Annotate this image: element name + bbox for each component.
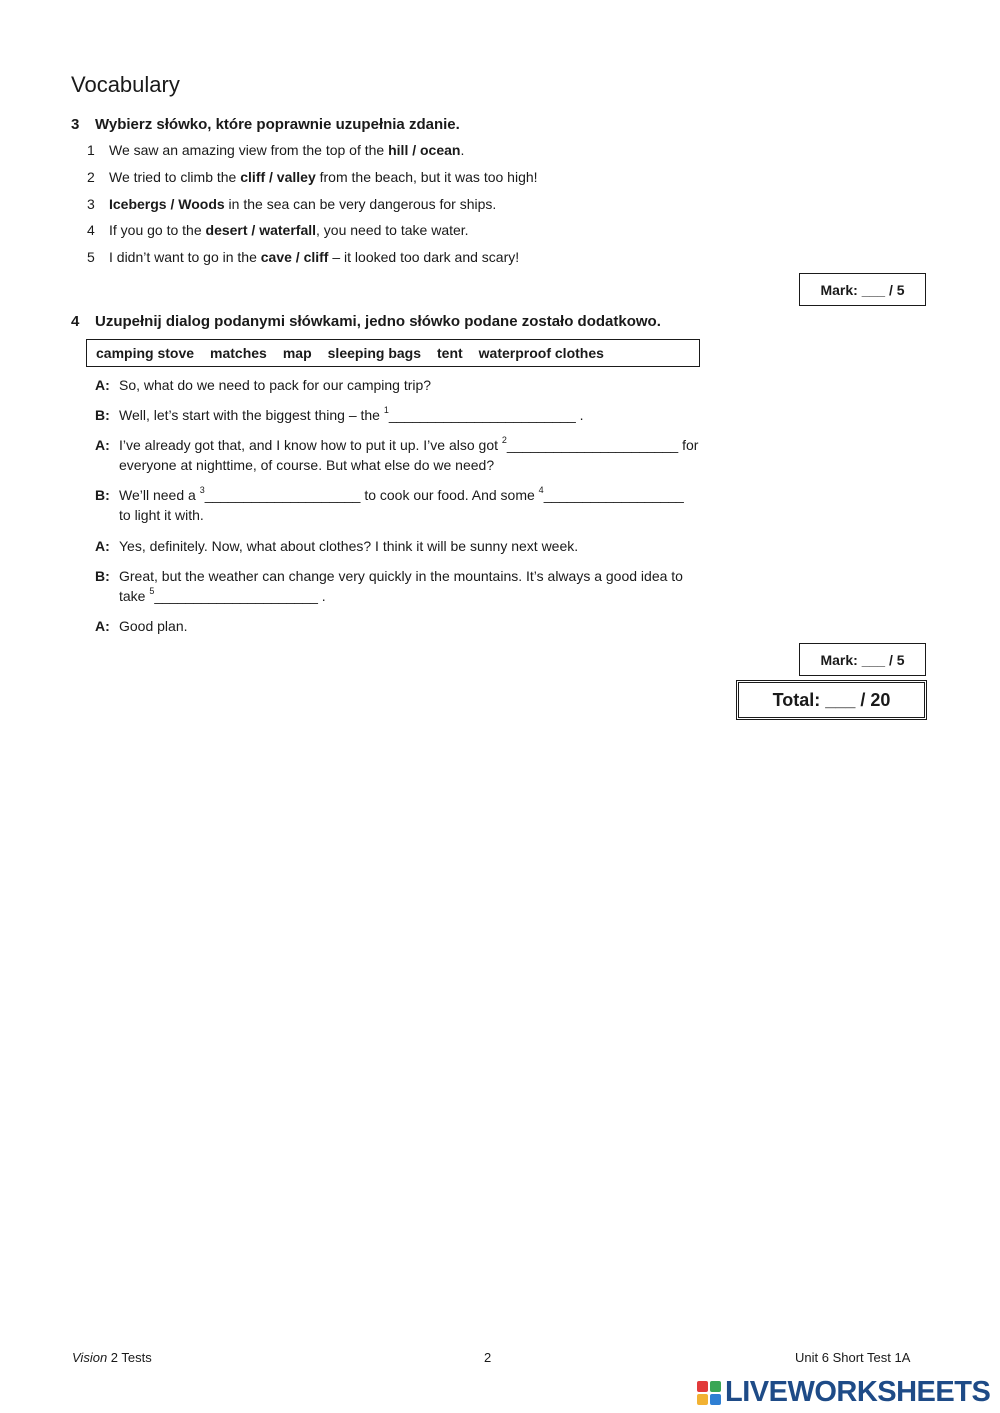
choice-options[interactable]: Icebergs / Woods [109, 196, 225, 212]
mark-box-ex4: Mark: ___ / 5 [799, 643, 926, 676]
instruction-text: Uzupełnij dialog podanymi słówkami, jedno słówko podane zostało dodatkowo. [95, 313, 661, 330]
answer-blank-3[interactable]: ____________________ [204, 487, 361, 503]
choice-options[interactable]: cave / cliff [260, 249, 329, 265]
liveworksheets-icon [697, 1381, 721, 1405]
liveworksheets-wordmark: LIVEWORKSHEETS [725, 1376, 991, 1408]
speaker-label: A: [95, 538, 110, 554]
word-bank-item: waterproof clothes [478, 345, 604, 361]
footer-left: Vision 2 Tests [72, 1350, 152, 1365]
choice-options[interactable]: hill / ocean [388, 142, 461, 158]
exercise-number: 3 [71, 116, 80, 133]
word-bank-item: camping stove [96, 345, 195, 361]
footer-right: Unit 6 Short Test 1A [795, 1350, 911, 1365]
exercise-number: 4 [71, 313, 80, 330]
word-bank-item: tent [437, 345, 463, 361]
page-number: 2 [484, 1350, 492, 1365]
list-item: 1 We saw an amazing view from the top of the hill / ocean. [87, 142, 465, 158]
section-title: Vocabulary [71, 72, 180, 97]
instruction-text: Wybierz słówko, które poprawnie uzupełnia zdanie. [95, 116, 460, 133]
speaker-label: B: [95, 568, 110, 584]
word-bank-item: sleeping bags [327, 345, 421, 361]
list-item: 4 If you go to the desert / waterfall, you need to take water. [87, 222, 469, 238]
speaker-label: A: [95, 437, 110, 453]
speaker-label: A: [95, 618, 110, 634]
speaker-label: B: [95, 407, 110, 423]
dialogue-line: A: So, what do we need to pack for our camping trip? [95, 377, 432, 393]
speaker-label: B: [95, 487, 110, 503]
choice-options[interactable]: desert / waterfall [205, 222, 317, 238]
liveworksheets-logo[interactable] [697, 1376, 990, 1409]
exercise-3-instruction [71, 116, 460, 133]
mark-box-ex3: Mark: ___ / 5 [799, 273, 926, 306]
answer-blank-1[interactable]: ________________________ [388, 407, 576, 423]
dialogue-line: B: We’ll need a $^3$____________________ to cook our food. And some $^4$__________________ to light it with. [95, 485, 684, 523]
list-item: 2 We tried to climb the cliff / valley from the beach, but it was too high! [87, 169, 538, 185]
dialogue-line: A: Good plan. [95, 618, 188, 634]
dialogue-line: A: Yes, definitely. Now, what about clothes? I think it will be sunny next week. [95, 538, 579, 554]
word-bank-item: matches [210, 345, 267, 361]
speaker-label: A: [95, 377, 110, 393]
answer-blank-2[interactable]: ______________________ [506, 437, 679, 453]
word-bank-item: map [282, 345, 312, 361]
dialogue-line: B: Well, let’s start with the biggest thing – the $^1$________________________ . [95, 405, 584, 423]
choice-options[interactable]: cliff / valley [240, 169, 316, 185]
answer-blank-4[interactable]: __________________ [543, 487, 684, 503]
answer-blank-5[interactable]: _____________________ [154, 588, 318, 604]
exercise-4-instruction [71, 313, 661, 330]
list-item: 3 Icebergs / Woods in the sea can be very dangerous for ships. [87, 196, 497, 212]
dialogue-line: A: I’ve already got that, and I know how to put it up. I’ve also got $^2$______________________ for everyone at nighttime, of course. But what else do we need? [95, 435, 699, 473]
dialogue-line: B: Great, but the weather can change very quickly in the mountains. It’s always a good idea to take $^5$_____________________ . [95, 568, 683, 604]
total-score-box: Total: ___ / 20 [736, 680, 927, 720]
word-bank [86, 339, 700, 367]
list-item: 5 I didn’t want to go in the cave / cliff – it looked too dark and scary! [87, 249, 520, 265]
